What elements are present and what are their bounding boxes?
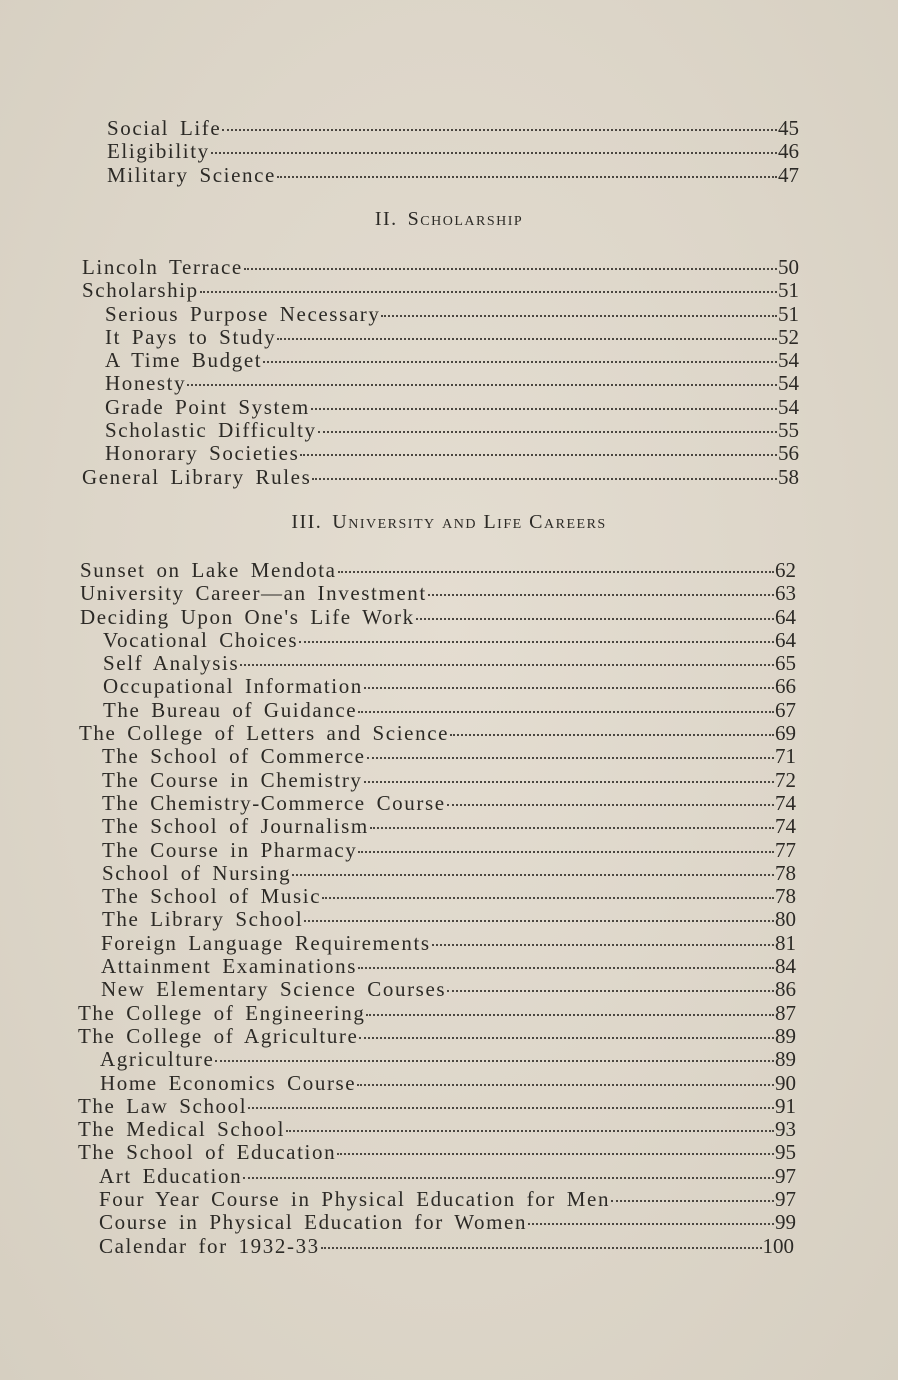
entry-page-number: 52: [778, 324, 799, 349]
dot-leader: [215, 1060, 774, 1062]
entry-title: Lincoln Terrace: [82, 255, 243, 279]
entry-page-number: 97: [775, 1187, 796, 1212]
entry-title: Honesty: [105, 371, 187, 396]
dot-leader: [211, 152, 777, 154]
section-title: University and Life Careers: [332, 511, 607, 533]
entry-page-number: 80: [775, 907, 796, 932]
dot-leader: [304, 920, 774, 922]
toc-entry: [0, 395, 898, 418]
entry-title: The School of Education: [78, 1140, 337, 1165]
toc-entry: [0, 931, 898, 954]
dot-leader: [244, 268, 777, 270]
toc-entry: [0, 907, 898, 930]
dot-leader: [222, 129, 777, 131]
toc-entry: [0, 1047, 898, 1070]
entry-page-number: 54: [778, 371, 799, 396]
entry-page-number: 95: [775, 1140, 796, 1165]
dot-leader: [450, 734, 774, 736]
dot-leader: [337, 1153, 774, 1155]
entry-title: Honorary Societies: [105, 441, 300, 466]
toc-entry: [0, 1117, 898, 1140]
entry-title: The College of Engineering: [78, 1000, 366, 1025]
entry-title: The Course in Chemistry: [102, 767, 363, 792]
section-number: III.: [291, 511, 323, 533]
entry-title: The Law School: [78, 1093, 248, 1118]
entry-page-number: 47: [778, 162, 799, 187]
entry-title: Agriculture: [100, 1047, 215, 1072]
toc-entry: [0, 163, 898, 186]
entry-page-number: 69: [775, 721, 796, 746]
toc-entry: [0, 838, 898, 861]
toc-group-3: [0, 558, 898, 1257]
entry-page-number: 89: [775, 1023, 796, 1048]
entry-title: General Library Rules: [82, 464, 312, 489]
dot-leader: [240, 664, 774, 666]
entry-title: Serious Purpose Necessary: [105, 301, 381, 326]
toc-entry: [0, 441, 898, 464]
toc-entry: [0, 278, 898, 301]
entry-page-number: 99: [775, 1210, 796, 1235]
entry-page-number: 86: [775, 977, 796, 1002]
section-title: Scholarship: [407, 208, 524, 230]
entry-title: School of Nursing: [102, 860, 292, 885]
entry-title: Deciding Upon One's Life Work: [80, 604, 415, 629]
toc-entry: [0, 1187, 898, 1210]
entry-title: Art Education: [99, 1163, 243, 1188]
entry-page-number: 84: [775, 954, 796, 979]
entry-page-number: 100: [762, 1233, 794, 1258]
toc-entry: [0, 977, 898, 1000]
section-heading-ii: [0, 208, 898, 231]
dot-leader: [366, 1014, 774, 1016]
entry-title: Four Year Course in Physical Education for Men: [99, 1187, 611, 1212]
entry-page-number: 91: [775, 1093, 796, 1118]
entry-page-number: 89: [775, 1047, 796, 1072]
entry-page-number: 65: [775, 651, 796, 676]
dot-leader: [364, 687, 774, 689]
entry-page-number: 90: [775, 1070, 796, 1095]
entry-page-number: 50: [778, 255, 799, 279]
entry-title: Occupational Information: [103, 674, 363, 699]
toc-entry: [0, 651, 898, 674]
toc-entry: [0, 1234, 898, 1257]
toc-entry: [0, 791, 898, 814]
entry-page-number: 55: [778, 418, 799, 443]
toc-entry: [0, 348, 898, 371]
dot-leader: [286, 1130, 774, 1132]
dot-leader: [358, 851, 774, 853]
toc-entry: [0, 605, 898, 628]
toc-entry: [0, 744, 898, 767]
toc-entry: [0, 558, 898, 581]
toc-entry: [0, 1094, 898, 1117]
dot-leader: [263, 361, 777, 363]
entry-title: Scholastic Difficulty: [105, 418, 317, 443]
dot-leader: [381, 315, 777, 317]
dot-leader: [292, 874, 774, 876]
toc-entry: [0, 1024, 898, 1047]
entry-title: Calendar for 1932-33: [99, 1233, 320, 1258]
entry-title: The Medical School: [78, 1117, 286, 1142]
dot-leader: [338, 571, 774, 573]
toc-entry: [0, 116, 898, 139]
toc-entry: [0, 698, 898, 721]
toc-entry: [0, 768, 898, 791]
entry-page-number: 97: [775, 1163, 796, 1188]
entry-title: The School of Music: [102, 884, 322, 909]
entry-page-number: 78: [775, 884, 796, 909]
entry-title: New Elementary Science Courses: [101, 977, 447, 1002]
dot-leader: [312, 478, 777, 480]
entry-page-number: 64: [775, 627, 796, 652]
entry-page-number: 78: [775, 860, 796, 885]
dot-leader: [322, 897, 774, 899]
dot-leader: [300, 454, 777, 456]
toc-entry: [0, 674, 898, 697]
entry-page-number: 71: [775, 744, 796, 769]
entry-title: Military Science: [107, 162, 276, 187]
entry-title: The School of Commerce: [102, 744, 366, 769]
dot-leader: [416, 618, 774, 620]
entry-title: The Chemistry-Commerce Course: [102, 790, 446, 815]
toc-group-1: [0, 116, 898, 186]
entry-title: Home Economics Course: [100, 1070, 357, 1095]
dot-leader: [447, 804, 774, 806]
entry-page-number: 56: [778, 441, 799, 466]
entry-page-number: 46: [778, 139, 799, 164]
entry-title: Eligibility: [107, 139, 210, 164]
dot-leader: [243, 1177, 774, 1179]
entry-title: The Bureau of Guidance: [103, 697, 358, 722]
toc-entry: [0, 814, 898, 837]
entry-title: Vocational Choices: [103, 627, 299, 652]
dot-leader: [321, 1247, 762, 1249]
entry-page-number: 45: [778, 116, 799, 140]
dot-leader: [367, 757, 774, 759]
entry-title: Attainment Examinations: [101, 954, 358, 979]
toc-entry: [0, 1210, 898, 1233]
toc-entry: [0, 465, 898, 488]
dot-leader: [299, 641, 774, 643]
toc-entry: [0, 628, 898, 651]
dot-leader: [528, 1223, 774, 1225]
entry-title: Self Analysis: [103, 651, 240, 676]
entry-page-number: 72: [775, 767, 796, 792]
entry-title: Social Life: [107, 116, 222, 140]
dot-leader: [364, 781, 774, 783]
entry-page-number: 87: [775, 1000, 796, 1025]
entry-title: A Time Budget: [105, 348, 263, 373]
entry-page-number: 66: [775, 674, 796, 699]
dot-leader: [370, 827, 774, 829]
entry-page-number: 93: [775, 1117, 796, 1142]
toc-entry: [0, 371, 898, 394]
entry-title: Grade Point System: [105, 394, 310, 419]
toc-entry: [0, 884, 898, 907]
entry-title: The College of Agriculture: [78, 1023, 359, 1048]
entry-page-number: 63: [775, 581, 796, 606]
entry-page-number: 77: [775, 837, 796, 862]
toc-group-2: [0, 255, 898, 488]
entry-title: It Pays to Study: [105, 324, 277, 349]
entry-title: The Library School: [102, 907, 304, 932]
entry-title: Course in Physical Education for Women: [99, 1210, 528, 1235]
entry-page-number: 64: [775, 604, 796, 629]
entry-page-number: 54: [778, 394, 799, 419]
dot-leader: [358, 967, 774, 969]
dot-leader: [248, 1107, 774, 1109]
toc-entry: [0, 1164, 898, 1187]
entry-page-number: 74: [775, 790, 796, 815]
entry-title: The Course in Pharmacy: [102, 837, 358, 862]
toc-entry: [0, 721, 898, 744]
toc-entry: [0, 1140, 898, 1163]
entry-page-number: 54: [778, 348, 799, 373]
toc-entry: [0, 139, 898, 162]
dot-leader: [432, 944, 774, 946]
entry-page-number: 58: [778, 464, 799, 489]
toc-entry: [0, 325, 898, 348]
entry-title: The College of Letters and Science: [79, 721, 450, 746]
dot-leader: [277, 338, 777, 340]
entry-page-number: 74: [775, 814, 796, 839]
toc-entry: [0, 861, 898, 884]
entry-title: University Career—an Investment: [80, 581, 427, 606]
toc-entry: [0, 1001, 898, 1024]
entry-page-number: 62: [775, 558, 796, 582]
section-number: II.: [374, 208, 398, 230]
entry-page-number: 51: [778, 278, 799, 303]
toc-entry: [0, 1071, 898, 1094]
dot-leader: [187, 384, 777, 386]
entry-title: Sunset on Lake Mendota: [80, 558, 337, 582]
dot-leader: [200, 291, 777, 293]
dot-leader: [357, 1084, 774, 1086]
toc-entry: [0, 581, 898, 604]
toc-entry: [0, 954, 898, 977]
toc-entry: [0, 418, 898, 441]
entry-page-number: 67: [775, 697, 796, 722]
dot-leader: [447, 990, 774, 992]
entry-page-number: 81: [775, 930, 796, 955]
dot-leader: [359, 1037, 774, 1039]
dot-leader: [611, 1200, 774, 1202]
dot-leader: [318, 431, 777, 433]
dot-leader: [311, 408, 777, 410]
entry-title: Foreign Language Requirements: [101, 930, 431, 955]
toc-entry: [0, 255, 898, 278]
entry-title: The School of Journalism: [102, 814, 369, 839]
dot-leader: [277, 176, 777, 178]
section-heading-iii: [0, 511, 898, 534]
entry-page-number: 51: [778, 301, 799, 326]
dot-leader: [428, 594, 774, 596]
entry-title: Scholarship: [82, 278, 199, 303]
toc-entry: [0, 302, 898, 325]
dot-leader: [358, 711, 774, 713]
